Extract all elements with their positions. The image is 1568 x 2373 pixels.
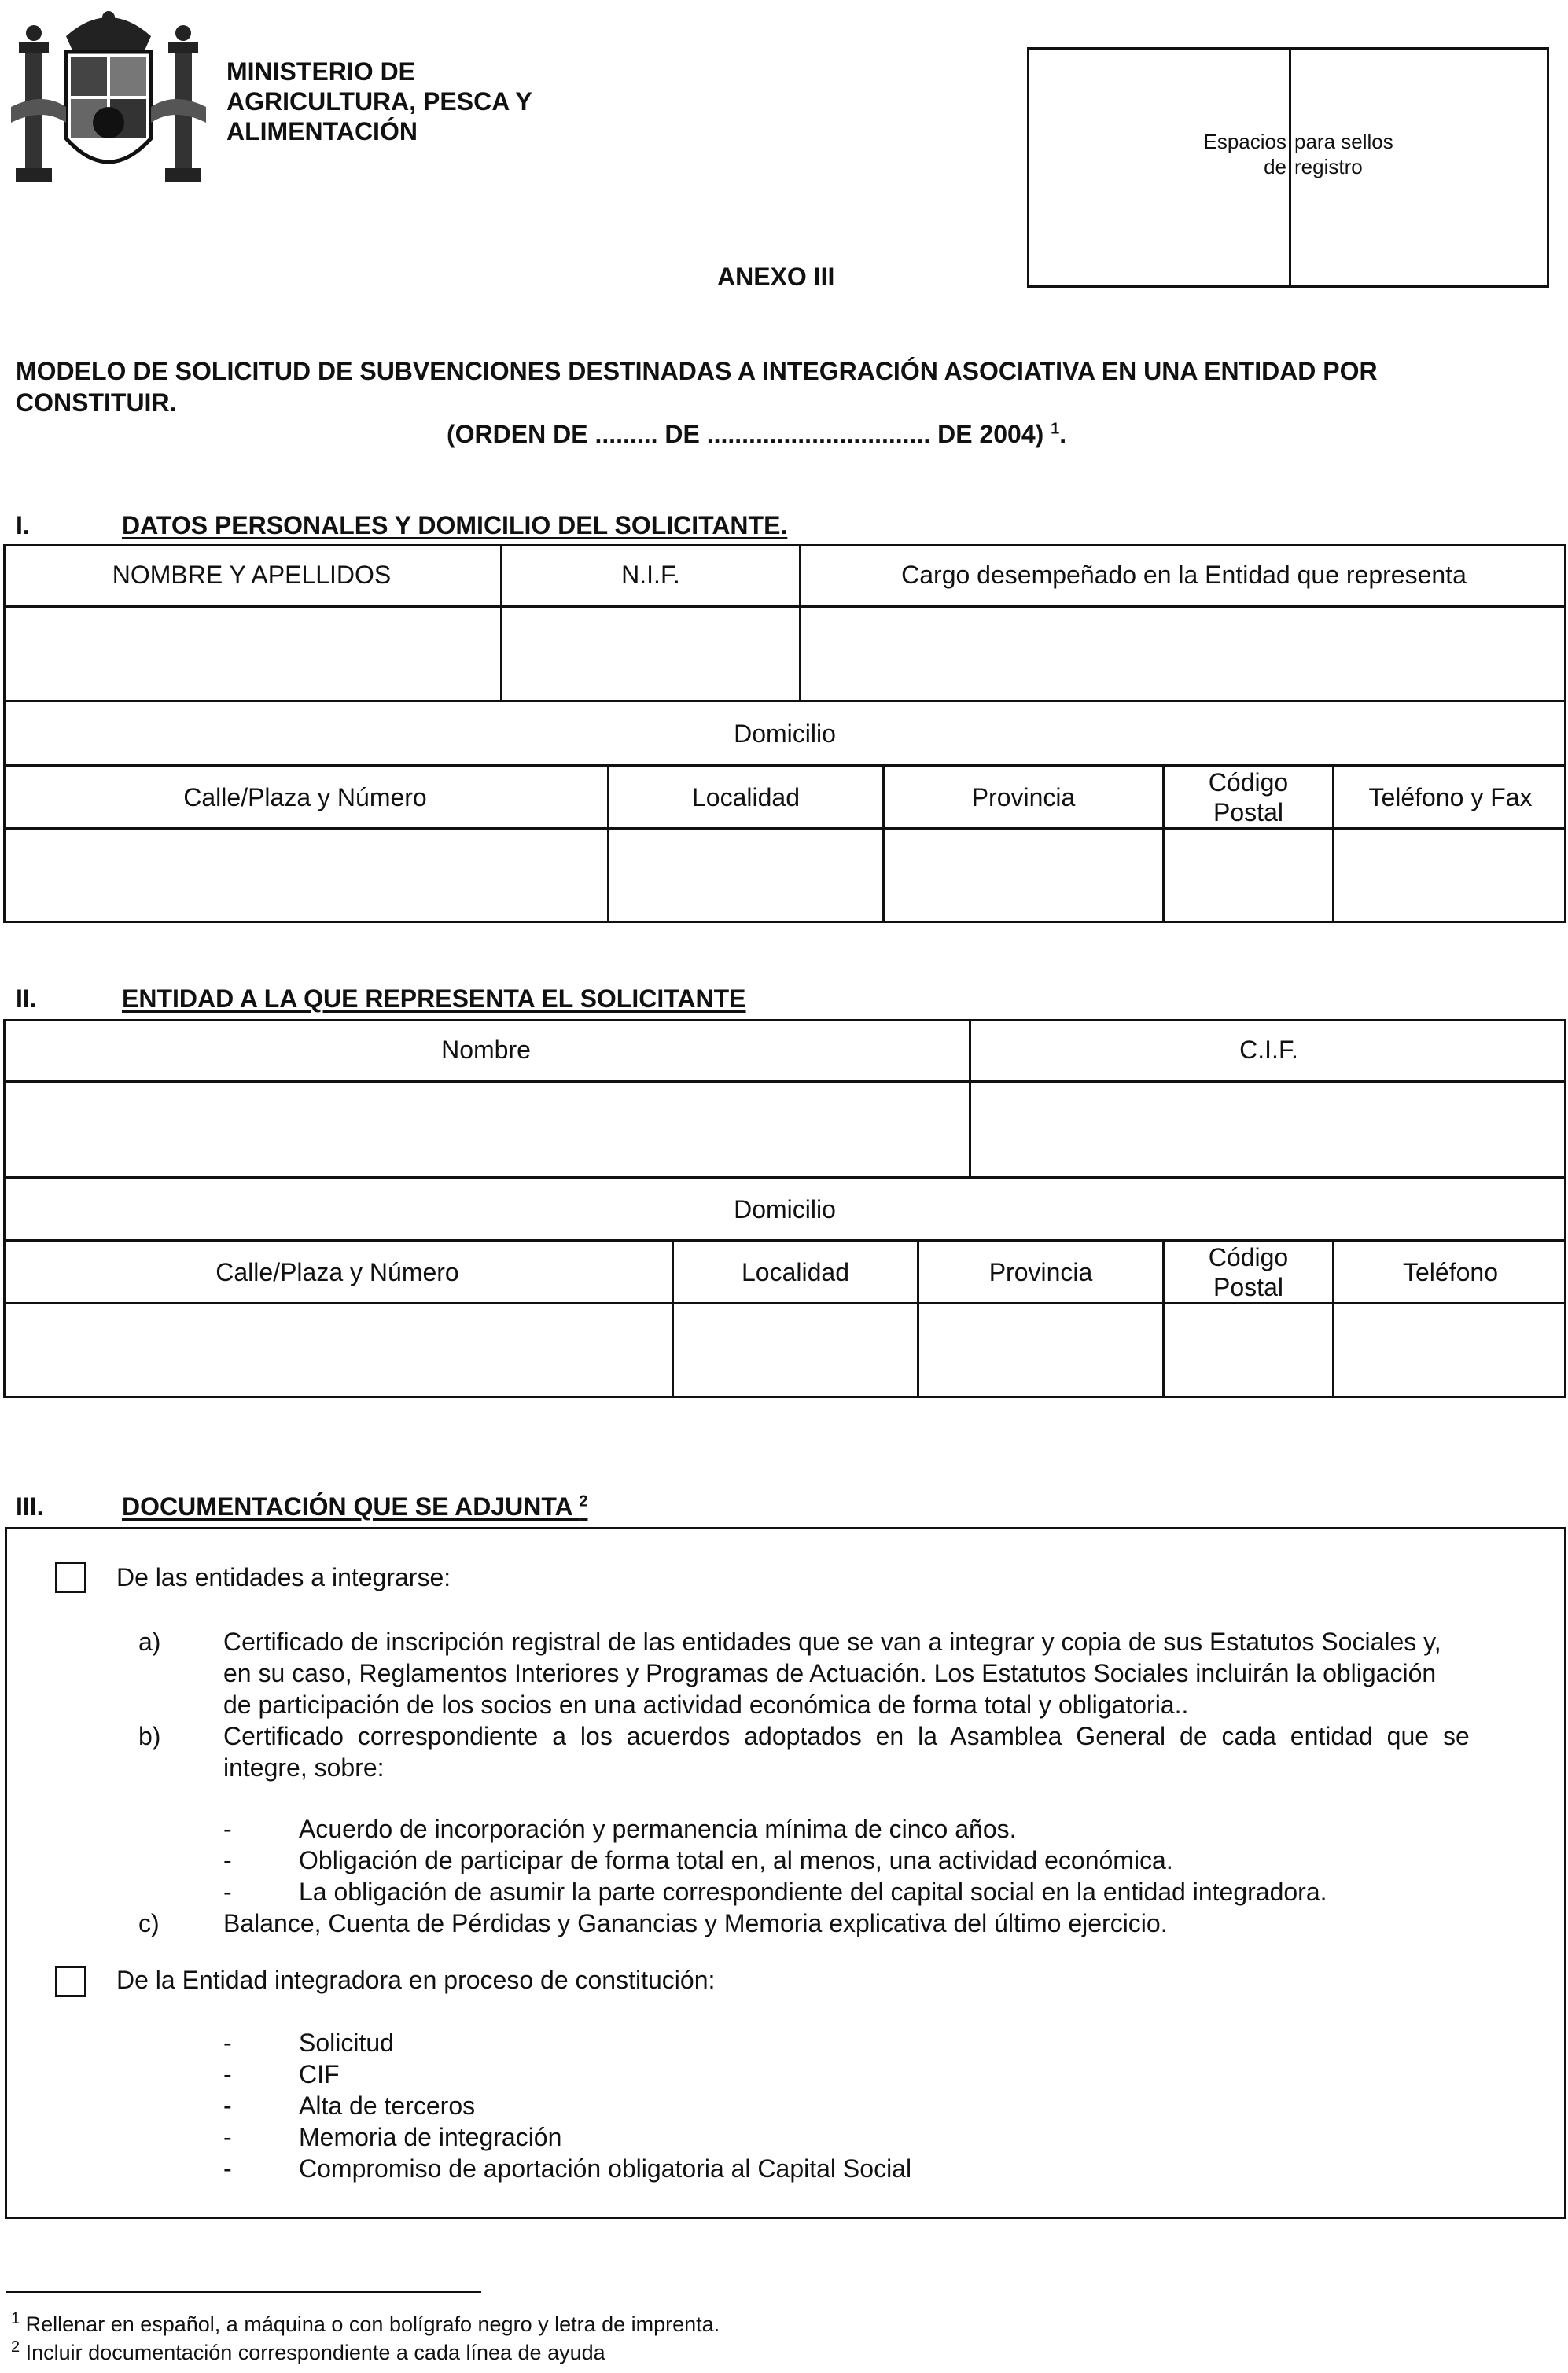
s2-header-nombre: Nombre [441, 1036, 531, 1064]
anexo-heading: ANEXO III [717, 263, 835, 291]
checkbox-1-label: De las entidades a integrarse: [116, 1563, 451, 1591]
stamp-label-left: Espacios de [1203, 130, 1286, 178]
s2-header-calle: Calle/Plaza y Número [215, 1257, 459, 1286]
s2-input-localidad[interactable] [674, 1304, 917, 1398]
s2-header-codigo-postal: Código Postal [1208, 1242, 1289, 1301]
form-title-line-2: CONSTITUIR. [16, 388, 177, 417]
s1-header-nif: N.I.F. [621, 561, 680, 589]
s2-input-telefono[interactable] [1334, 1304, 1566, 1398]
checkbox-entidades-integrarse[interactable] [55, 1562, 86, 1593]
s1-input-telefono[interactable] [1334, 830, 1566, 923]
item-c-text: Balance, Cuenta de Pérdidas y Ganancias y Memoria explicativa del último ejercicio. [223, 1909, 1168, 1937]
item-c-letter: c) [138, 1909, 160, 1937]
s1-input-localidad[interactable] [609, 830, 882, 923]
s2-input-cif[interactable] [971, 1083, 1566, 1176]
s2-header-localidad: Localidad [742, 1257, 849, 1286]
ministry-line-1: MINISTERIO DE [226, 57, 416, 86]
registry-stamp-divider [1289, 47, 1291, 288]
s2-input-provincia[interactable] [919, 1304, 1162, 1398]
s1-header-codigo-postal: Código Postal [1208, 767, 1289, 826]
stamp-label-right: para sellos registro [1294, 130, 1393, 178]
footnote-divider [6, 2291, 481, 2293]
s2-header-provincia: Provincia [988, 1257, 1093, 1286]
s1-header-provincia: Provincia [971, 782, 1076, 811]
s1-header-telefono: Teléfono y Fax [1368, 782, 1533, 811]
ministry-line-2: AGRICULTURA, PESCA Y [226, 87, 532, 116]
footnote-ref-1: 1 [1051, 420, 1060, 438]
s1-input-calle[interactable] [3, 830, 607, 923]
s1-header-cargo: Cargo desempeñado en la Entidad que representa [901, 561, 1467, 589]
item-b-text: Certificado correspondiente a los acuerdos adoptados en la Asamblea General de cada entidad que se integre, sobre: [223, 1722, 1470, 1782]
s1-input-codigo-postal[interactable] [1165, 830, 1332, 923]
s1-header-nombre: NOMBRE Y APELLIDOS [112, 561, 392, 589]
s1-header-localidad: Localidad [692, 782, 800, 811]
s1-input-cargo[interactable] [801, 608, 1566, 700]
item-b-letter: b) [138, 1722, 161, 1750]
s2-input-nombre[interactable] [3, 1083, 969, 1176]
footnote-ref-2: 2 [579, 1492, 588, 1510]
footnote-1: $^1$ Rellenar en español, a máquina o con bolígrafo negro y letra de imprenta. [11, 2310, 720, 2336]
item-a-letter: a) [138, 1628, 161, 1656]
ministry-line-3: ALIMENTACIÓN [226, 117, 418, 145]
s1-input-nif[interactable] [502, 608, 799, 700]
coat-of-arms-logo [11, 5, 206, 190]
s2-domicilio-header: Domicilio [734, 1194, 836, 1223]
s2-header-telefono: Teléfono [1403, 1257, 1498, 1286]
checkbox-entidad-integradora[interactable] [55, 1966, 86, 1997]
section-1-heading: I. DATOS PERSONALES Y DOMICILIO DEL SOLICITANTE. [16, 511, 788, 539]
checkbox-2-label: De la Entidad integradora en proceso de constitución: [116, 1966, 716, 1994]
form-title-line-1: MODELO DE SOLICITUD DE SUBVENCIONES DESTINADAS A INTEGRACIÓN ASOCIATIVA EN UNA ENTIDAD POR [16, 357, 1378, 385]
section-2-heading: II. ENTIDAD A LA QUE REPRESENTA EL SOLICITANTE [16, 984, 746, 1013]
ministry-name [226, 57, 532, 146]
s1-domicilio-header: Domicilio [734, 719, 836, 748]
s1-input-provincia[interactable] [885, 830, 1162, 923]
s1-header-calle: Calle/Plaza y Número [183, 782, 427, 811]
order-reference: (ORDEN DE ......... DE ................................ DE 2004) $^1$. [447, 420, 1067, 448]
registry-stamp-box [1027, 47, 1549, 288]
section-3-heading: III. DOCUMENTACIÓN QUE SE ADJUNTA $^2$ [16, 1492, 588, 1521]
s2-header-cif: C.I.F. [1239, 1036, 1298, 1064]
s2-input-codigo-postal[interactable] [1165, 1304, 1332, 1398]
s1-input-nombre[interactable] [3, 608, 500, 700]
s2-input-calle[interactable] [3, 1304, 672, 1398]
footnote-2: $^2$ Incluir documentación correspondiente a cada línea de ayuda [11, 2338, 605, 2364]
item-a-text: Certificado de inscripción registral de las entidades que se van a integrar y copia de sus Estatutos Sociales y, en su caso, Reglamentos Interiores y Programas de Actuación. Los Estatutos Sociales incluirán la obligación de participación de los socios en una actividad económica de forma total y obligatoria.. [223, 1628, 1441, 1719]
